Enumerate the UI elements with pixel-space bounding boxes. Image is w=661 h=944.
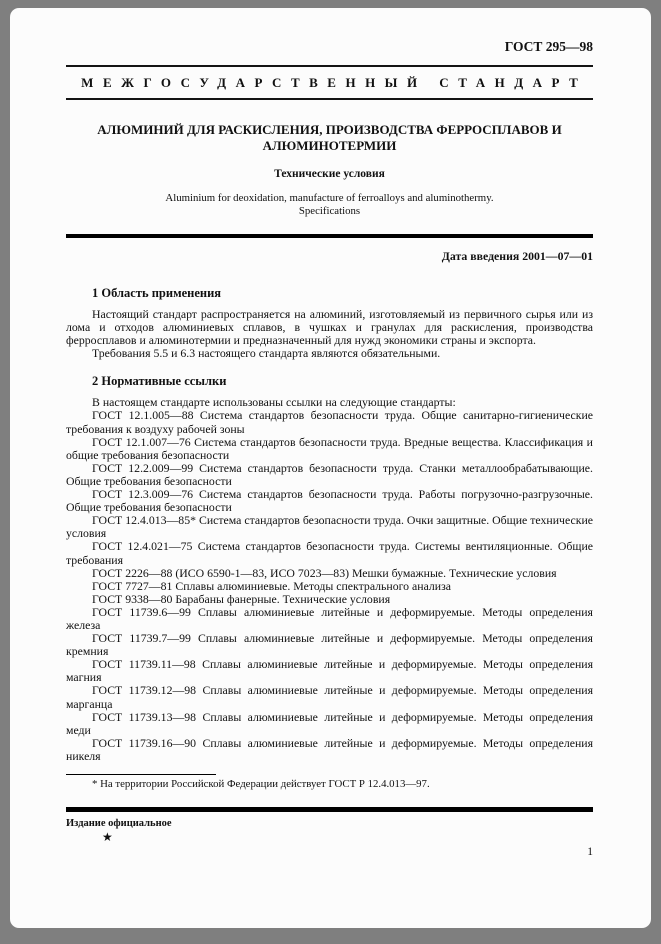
reference-item: ГОСТ 12.2.009—99 Система стандартов безопасности труда. Станки металлообрабатывающие. Общие требования безопасности (66, 460, 593, 488)
page-number: 1 (587, 846, 593, 858)
official-edition-label: Издание официальное (66, 818, 172, 829)
section-2-intro: В настоящем стандарте использованы ссылки на следующие стандарты: (92, 395, 456, 410)
effective-date: Дата введения 2001—07—01 (441, 249, 593, 263)
subtitle-english-line1: Aluminium for deoxidation, manufacture of ferroalloys and aluminothermy. (165, 192, 494, 204)
subtitle-russian: Технические условия (274, 168, 385, 180)
reference-item: ГОСТ 11739.7—99 Сплавы алюминиевые литейные и деформируемые. Методы определения кремния (66, 631, 593, 659)
footnote-block (66, 774, 593, 791)
reference-item: ГОСТ 11739.11—98 Сплавы алюминиевые литейные и деформируемые. Методы определения магния (66, 657, 593, 685)
reference-item: ГОСТ 9338—80 Барабаны фанерные. Технические условия (92, 591, 391, 606)
reference-item: ГОСТ 12.1.007—76 Система стандартов безопасности труда. Вредные вещества. Классификация и общие требования безопасности (66, 434, 593, 462)
section-2-heading: 2 Нормативные ссылки (92, 374, 227, 389)
reference-item: ГОСТ 12.4.013—85* Система стандартов безопасности труда. Очки защитные. Общие технические условия (66, 513, 593, 541)
reference-item: ГОСТ 2226—88 (ИСО 6590-1—83, ИСО 7023—83) Мешки бумажные. Технические условия (92, 565, 557, 580)
reference-item: ГОСТ 11739.13—98 Сплавы алюминиевые литейные и деформируемые. Методы определения меди (66, 709, 593, 737)
footnote-text: * На территории Российской Федерации действует ГОСТ Р 12.4.013—97. (92, 778, 430, 790)
section-1-heading: 1 Область применения (92, 286, 222, 300)
reference-item: ГОСТ 11739.16—90 Сплавы алюминиевые литейные и деформируемые. Методы определения никеля (66, 735, 593, 763)
footnote-separator-rule (66, 774, 216, 775)
section-1-paragraph: Настоящий стандарт распространяется на алюминий, изготовляемый из первичного сырья или из лома и отходов алюминиевых сплавов, в чушках и гранулах для раскисления, производства ферросплавов и алюминотермии и предназначенный для нужд экономики страны и экспорта. (66, 307, 593, 348)
reference-item: ГОСТ 12.3.009—76 Система стандартов безопасности труда. Работы погрузочно-разгрузочные. Общие требования безопасности (66, 487, 593, 515)
standard-type-banner: МЕЖГОСУДАРСТВЕННЫЙ СТАНДАРТ (66, 65, 593, 100)
subtitle-english (66, 192, 593, 218)
reference-item: ГОСТ 11739.12—98 Сплавы алюминиевые литейные и деформируемые. Методы определения марганца (66, 683, 593, 711)
doc-number: ГОСТ 295—98 (504, 39, 593, 54)
reference-item: ГОСТ 11739.6—99 Сплавы алюминиевые литейные и деформируемые. Методы определения железа (66, 604, 593, 632)
header-divider-rule (66, 234, 593, 238)
footer-divider-rule (66, 807, 593, 812)
star-icon: ★ (102, 830, 113, 844)
reference-item: ГОСТ 12.4.021—75 Система стандартов безопасности труда. Системы вентиляционные. Общие требования (66, 539, 593, 567)
document-page (10, 8, 651, 928)
subtitle-english-line2: Specifications (298, 205, 361, 217)
document-title: АЛЮМИНИЙ ДЛЯ РАСКИСЛЕНИЯ, ПРОИЗВОДСТВА ФЕРРОСПЛАВОВ И АЛЮМИНОТЕРМИИ (97, 122, 562, 153)
reference-item: ГОСТ 12.1.005—88 Система стандартов безопасности труда. Общие санитарно-гигиенические требования к воздуху рабочей зоны (66, 408, 593, 436)
reference-item: ГОСТ 7727—81 Сплавы алюминиевые. Методы спектрального анализа (92, 578, 452, 593)
section-1-paragraph: Требования 5.5 и 6.3 настоящего стандарта являются обязательными. (92, 346, 441, 361)
